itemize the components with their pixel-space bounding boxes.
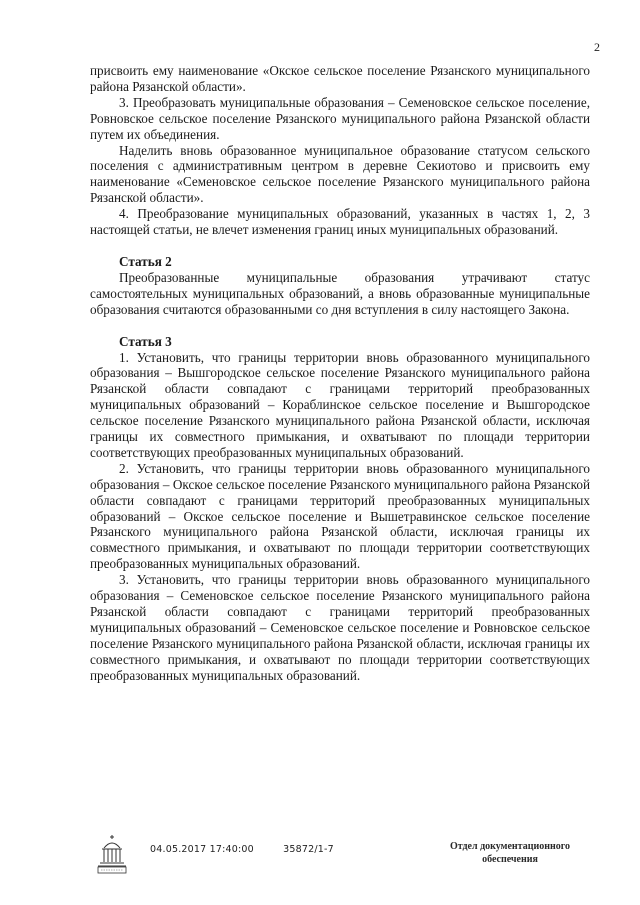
registration-datetime: 04.05.2017 17:40:00 [150,844,254,855]
registration-stamp [150,844,334,855]
paragraph-part-3-status: Наделить вновь образованное муниципальное образование статусом сельского поселения с административным центром в деревне Секиотово и присвоить ему наименование «Семеновское сельское поселение Рязанского муниципального района Рязанской области». [90,142,590,206]
department-line-2: обеспечения [482,854,538,865]
spacer [90,238,590,254]
article-3-title: Статья 3 [119,333,172,349]
registration-number: 35872/1-7 [283,844,334,855]
article-2-title: Статья 2 [119,253,172,269]
department-line-1: Отдел документационного [449,841,571,852]
article-2-text: Преобразованные муниципальные образования утрачивают статус самостоятельных муниципальных образований, а вновь образованные муниципальные образования считаются образованными со дня вступления в силу настоящего Закона. [90,269,590,317]
article-3-item-1: 1. Установить, что границы территории вновь образованного муниципального образования – Вышгородское сельское поселение Рязанского муниципального района Рязанской области совпадают с границами территорий преобразованных муниципальных образований – Кораблинское сельское поселение и Вышгородское сельское поселение Рязанского муниципального района Рязанской области, исключая границы их совместного примыкания, и охватывают по площади территории соответствующих преобразованных муниципальных образований. [90,349,590,460]
article-3-item-3: 3. Установить, что границы территории вновь образованного муниципального образования – Семеновское сельское поселение Рязанского муниципального района Рязанской области совпадают с границами территорий преобразованных муниципальных образований – Семеновское сельское поселение и Ровновское сельское поселение Рязанского муниципального района Рязанской области, исключая границы их совместного примыкания, и охватывают по площади территории соответствующих преобразованных муниципальных образований. [90,572,590,683]
ryazan-duma-emblem-icon [95,832,129,876]
paragraph-part-3: 3. Преобразовать муниципальные образования – Семеновское сельское поселение, Ровновское сельское поселение Рязанского муниципального района Рязанской области путем их объединения. [90,94,590,142]
document-footer [0,828,640,888]
paragraph-part-4: 4. Преобразование муниципальных образований, указанных в частях 1, 2, 3 настоящей статьи, не влечет изменения границ иных муниципальных образований. [90,206,590,238]
spacer [90,318,590,334]
paragraph-continuation: присвоить ему наименование «Окское сельское поселение Рязанского муниципального района Рязанской области». [90,63,590,94]
page-number: 2 [594,40,600,54]
department-name [435,840,585,866]
document-body [90,63,590,684]
article-3-item-2: 2. Установить, что границы территории вновь образованного муниципального образования – Окское сельское поселение Рязанского муниципального района Рязанской области совпадают с границами территорий преобразованных муниципальных образований – Окское сельское поселение и Вышетравинское сельское поселение Рязанского муниципального района Рязанской области, исключая границы их совместного примыкания, и охватывают по площади территории соответствующих преобразованных муниципальных образований. [90,460,590,572]
